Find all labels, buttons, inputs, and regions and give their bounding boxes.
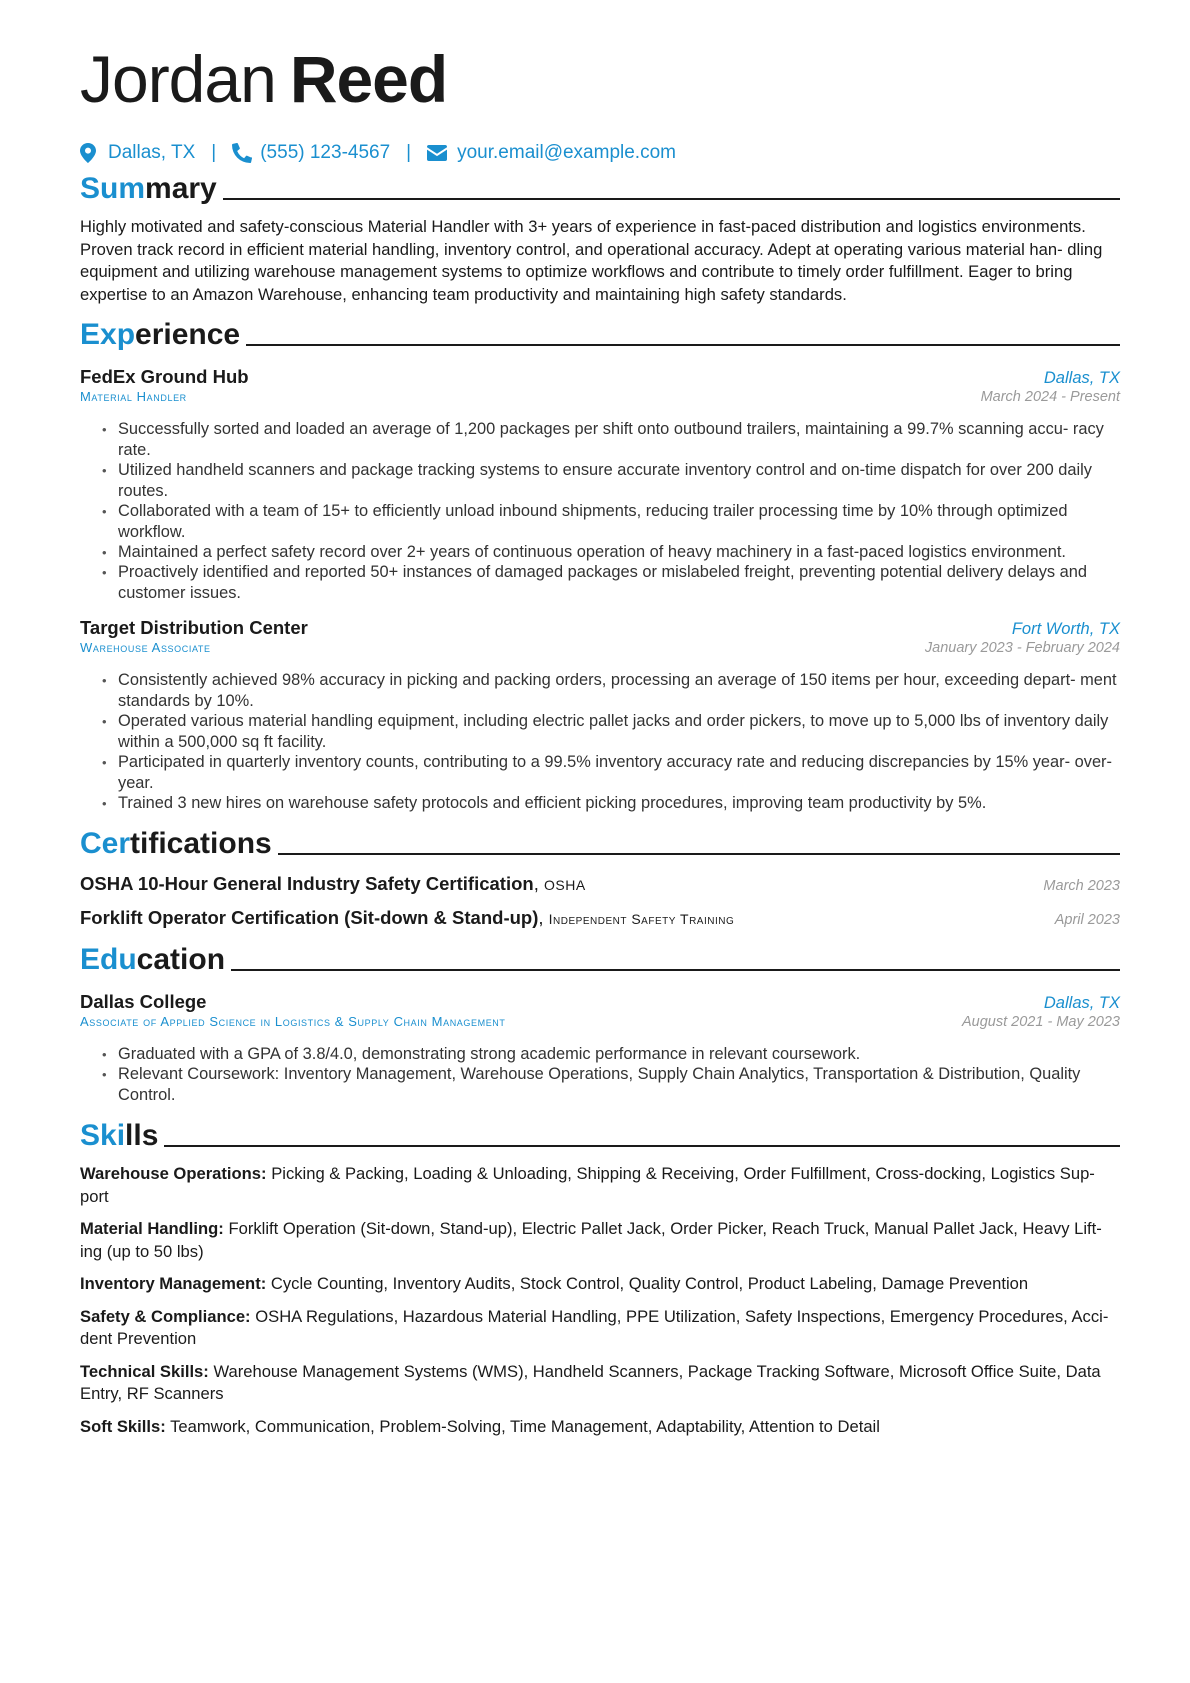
section-title-accent: Edu	[80, 943, 137, 976]
section-title-accent: Exp	[80, 318, 136, 351]
map-pin-icon	[80, 143, 98, 163]
candidate-name	[80, 40, 1120, 118]
experience-entry	[80, 366, 1120, 604]
job-dates: March 2024 - Present	[980, 389, 1120, 405]
experience-entry	[80, 617, 1120, 814]
bullet-item: • Trained 3 new hires on warehouse safety protocols and efficient picking procedures, improving team productivity by 5%.	[118, 793, 1120, 814]
skill-values: Cycle Counting, Inventory Audits, Stock Control, Quality Control, Product Labeling, Damage Prevention	[270, 1274, 1029, 1293]
company-name: FedEx Ground Hub	[80, 366, 249, 387]
section-divider	[246, 344, 1120, 346]
section-title-experience	[80, 316, 1120, 352]
contact-email[interactable]	[427, 142, 676, 164]
skill-category: Technical Skills:	[80, 1361, 209, 1381]
school-name: Dallas College	[80, 991, 207, 1012]
section-divider	[223, 198, 1120, 200]
bullet-item: • Successfully sorted and loaded an average of 1,200 packages per shift onto outbound trailers, maintaining a 99.7% scanning accu- racy rate.	[118, 419, 1120, 461]
skill-row	[80, 1218, 1120, 1263]
resume-content	[80, 40, 1120, 1438]
certification-item: Forklift Operator Certification (Sit-down & Stand-up), Independent Safety Training April 2023	[80, 907, 1120, 928]
skill-category: Inventory Management:	[80, 1274, 267, 1293]
section-title-certifications	[80, 825, 1120, 861]
skill-row	[80, 1273, 1120, 1296]
company-name: Target Distribution Center	[80, 617, 308, 638]
job-bullets	[80, 670, 1120, 814]
bullet-item: • Collaborated with a team of 15+ to efficiently unload inbound shipments, reducing trailer processing time by 10% through optimized workflow.	[118, 501, 1120, 543]
bullet-item: • Participated in quarterly inventory counts, contributing to a 99.5% inventory accuracy rate and reducing discrepancies by 15% year- over-year.	[118, 752, 1120, 794]
skill-row	[80, 1163, 1120, 1208]
education-dates: August 2021 - May 2023	[962, 1014, 1120, 1030]
section-title-accent: Cer	[80, 827, 131, 860]
bullet-item: • Relevant Coursework: Inventory Management, Warehouse Operations, Supply Chain Analytics, Transportation & Distribution, Quality Control.	[118, 1064, 1120, 1106]
skill-row	[80, 1306, 1120, 1351]
envelope-icon	[427, 143, 447, 163]
certification-name: Forklift Operator Certification (Sit-down & Stand-up)	[80, 907, 539, 928]
job-bullets	[80, 419, 1120, 604]
section-title-rest: lls	[125, 1119, 159, 1152]
summary-text: Highly motivated and safety-conscious Material Handler with 3+ years of experience in fast-paced distribution and logistics environments. Proven track record in efficient material handling, inventory control, and operational accuracy. Adept at operating various material han- dling equipment and utilizing warehouse management systems to optimize workflows and contribute to timely order fulfillment. Eager to bring expertise to an Amazon Warehouse, enhancing team productivity and maintaining high safety standards.	[80, 217, 1103, 304]
skill-values: Teamwork, Communication, Problem-Solving, Time Management, Adaptability, Attention to Detail	[170, 1416, 880, 1436]
skill-category: Soft Skills:	[80, 1416, 166, 1436]
certification-date: March 2023	[1043, 878, 1120, 894]
skill-category: Safety & Compliance:	[80, 1306, 251, 1326]
phone-icon	[232, 143, 250, 163]
contact-separator: |	[211, 142, 217, 163]
section-divider	[164, 1145, 1120, 1147]
contact-phone[interactable]	[232, 142, 390, 164]
section-title-education	[80, 941, 1120, 977]
bullet-item: • Graduated with a GPA of 3.8/4.0, demonstrating strong academic performance in relevant coursework.	[118, 1044, 1120, 1065]
certification-date: April 2023	[1054, 912, 1120, 928]
skill-values: Forklift Operation (Sit-down, Stand-up), Electric Pallet Jack, Order Picker, Reach Truck, Manual Pallet Jack, Heavy Lift- ing (up to 50 lbs)	[80, 1219, 1102, 1261]
skill-row	[80, 1416, 1120, 1439]
section-divider	[231, 969, 1120, 971]
skill-values: Warehouse Management Systems (WMS), Handheld Scanners, Package Tracking Software, Microsoft Office Suite, Data Entry, RF Scanners	[80, 1361, 1101, 1403]
email-text: your.email@example.com	[457, 142, 676, 163]
job-role: Warehouse Associate	[80, 640, 211, 655]
degree-name: Associate of Applied Science in Logistics & Supply Chain Management	[80, 1014, 506, 1029]
job-role: Material Handler	[80, 389, 187, 404]
section-divider	[278, 853, 1120, 855]
skill-category: Warehouse Operations:	[80, 1164, 267, 1183]
section-title-rest: tifications	[130, 827, 272, 860]
certification-issuer: OSHA	[543, 877, 586, 893]
skill-row	[80, 1361, 1120, 1406]
contact-location	[80, 142, 195, 164]
bullet-item: • Proactively identified and reported 50+ instances of damaged packages or mislabeled freight, preventing potential delivery delays and customer issues.	[118, 562, 1120, 604]
job-dates: January 2023 - February 2024	[924, 640, 1120, 656]
education-bullets	[80, 1044, 1120, 1106]
certification-item: OSHA 10-Hour General Industry Safety Certification, OSHA March 2023	[80, 873, 1120, 894]
job-location: Fort Worth, TX	[1011, 620, 1120, 638]
phone-text: (555) 123-4567	[260, 142, 391, 163]
school-location: Dallas, TX	[1043, 994, 1120, 1012]
certification-issuer: Independent Safety Training	[548, 911, 735, 927]
skill-values: OSHA Regulations, Hazardous Material Handling, PPE Utilization, Safety Inspections, Emergency Procedures, Acci- dent Prevention	[80, 1306, 1109, 1348]
contact-bar	[80, 142, 1120, 164]
section-title-accent: Ski	[80, 1119, 126, 1152]
last-name: Reed	[289, 42, 448, 116]
bullet-item: • Utilized handheld scanners and package tracking systems to ensure accurate inventory control and on-time dispatch for over 200 daily routes.	[118, 460, 1120, 502]
section-title-rest: erience	[135, 318, 241, 351]
contact-separator: |	[406, 142, 412, 163]
section-title-skills	[80, 1117, 1120, 1153]
location-text: Dallas, TX	[108, 142, 196, 163]
section-title-rest: cation	[136, 943, 226, 976]
skill-values: Picking & Packing, Loading & Unloading, Shipping & Receiving, Order Fulfillment, Cross-docking, Logistics Sup- port	[80, 1164, 1095, 1206]
section-title-rest: mary	[145, 172, 217, 205]
job-location: Dallas, TX	[1043, 369, 1120, 387]
first-name: Jordan	[80, 42, 276, 116]
section-title-accent: Sum	[80, 172, 146, 205]
bullet-item: • Operated various material handling equipment, including electric pallet jacks and order pickers, to move up to 5,000 lbs of inventory daily within a 500,000 sq ft facility.	[118, 711, 1120, 753]
section-title-summary	[80, 170, 1120, 206]
bullet-item: • Consistently achieved 98% accuracy in picking and packing orders, processing an average of 150 items per hour, exceeding depart- ment standards by 10%.	[118, 670, 1120, 712]
education-entry	[80, 991, 1120, 1106]
certification-name: OSHA 10-Hour General Industry Safety Certification	[80, 873, 534, 894]
bullet-item: • Maintained a perfect safety record over 2+ years of continuous operation of heavy machinery in a fast-paced logistics environment.	[118, 542, 1120, 563]
skill-category: Material Handling:	[80, 1219, 224, 1238]
